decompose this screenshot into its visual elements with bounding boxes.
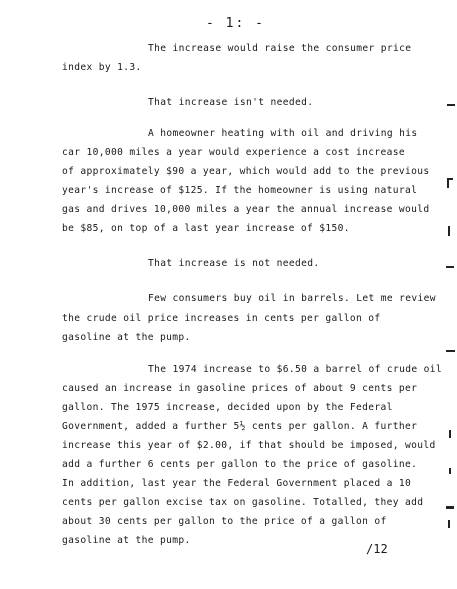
text-line: about 30 cents per gallon to the price of a gallon of: [62, 516, 387, 527]
text-line: be $85, on top of a last year increase of $150.: [62, 223, 350, 234]
text-line: add a further 6 cents per gallon to the price of gasoline.: [62, 459, 418, 470]
text-line: A homeowner heating with oil and driving his: [148, 128, 418, 139]
text-line: caused an increase in gasoline prices of about 9 cents per: [62, 383, 418, 394]
text-line: of approximately $90 a year, which would add to the previous: [62, 166, 430, 177]
scan-mark: [446, 266, 454, 268]
continuation-marker: /12: [366, 542, 388, 556]
scan-mark: [446, 350, 455, 352]
text-line: gas and drives 10,000 miles a year the annual increase would: [62, 204, 430, 215]
text-line: The 1974 increase to $6.50 a barrel of crude oil: [148, 364, 443, 375]
scan-mark: [446, 506, 454, 509]
text-line: index by 1.3.: [62, 62, 142, 73]
text-line: That increase isn't needed.: [148, 97, 314, 108]
text-line: In addition, last year the Federal Government placed a 10: [62, 478, 412, 489]
scan-mark: [449, 430, 451, 438]
scan-mark: [448, 226, 450, 236]
text-line: gallon. The 1975 increase, decided upon by the Federal: [62, 402, 393, 413]
text-line: Few consumers buy oil in barrels. Let me review: [148, 293, 436, 304]
text-line: gasoline at the pump.: [62, 332, 191, 343]
page-number: - 1: -: [206, 16, 265, 31]
text-line: cents per gallon excise tax on gasoline. Totalled, they add: [62, 497, 424, 508]
text-line: year's increase of $125. If the homeowner is using natural: [62, 185, 418, 196]
scan-mark: [447, 178, 449, 188]
text-line: car 10,000 miles a year would experience a cost increase: [62, 147, 406, 158]
text-line: gasoline at the pump.: [62, 535, 191, 546]
text-line: the crude oil price increases in cents per gallon of: [62, 313, 381, 324]
scan-mark: [447, 104, 455, 106]
scan-mark: [448, 520, 450, 528]
text-line: increase this year of $2.00, if that should be imposed, would: [62, 440, 436, 451]
text-line: Government, added a further 5½ cents per gallon. A further: [62, 421, 418, 432]
text-line: The increase would raise the consumer price: [148, 43, 412, 54]
scan-mark: [449, 468, 451, 474]
text-line: That increase is not needed.: [148, 258, 320, 269]
